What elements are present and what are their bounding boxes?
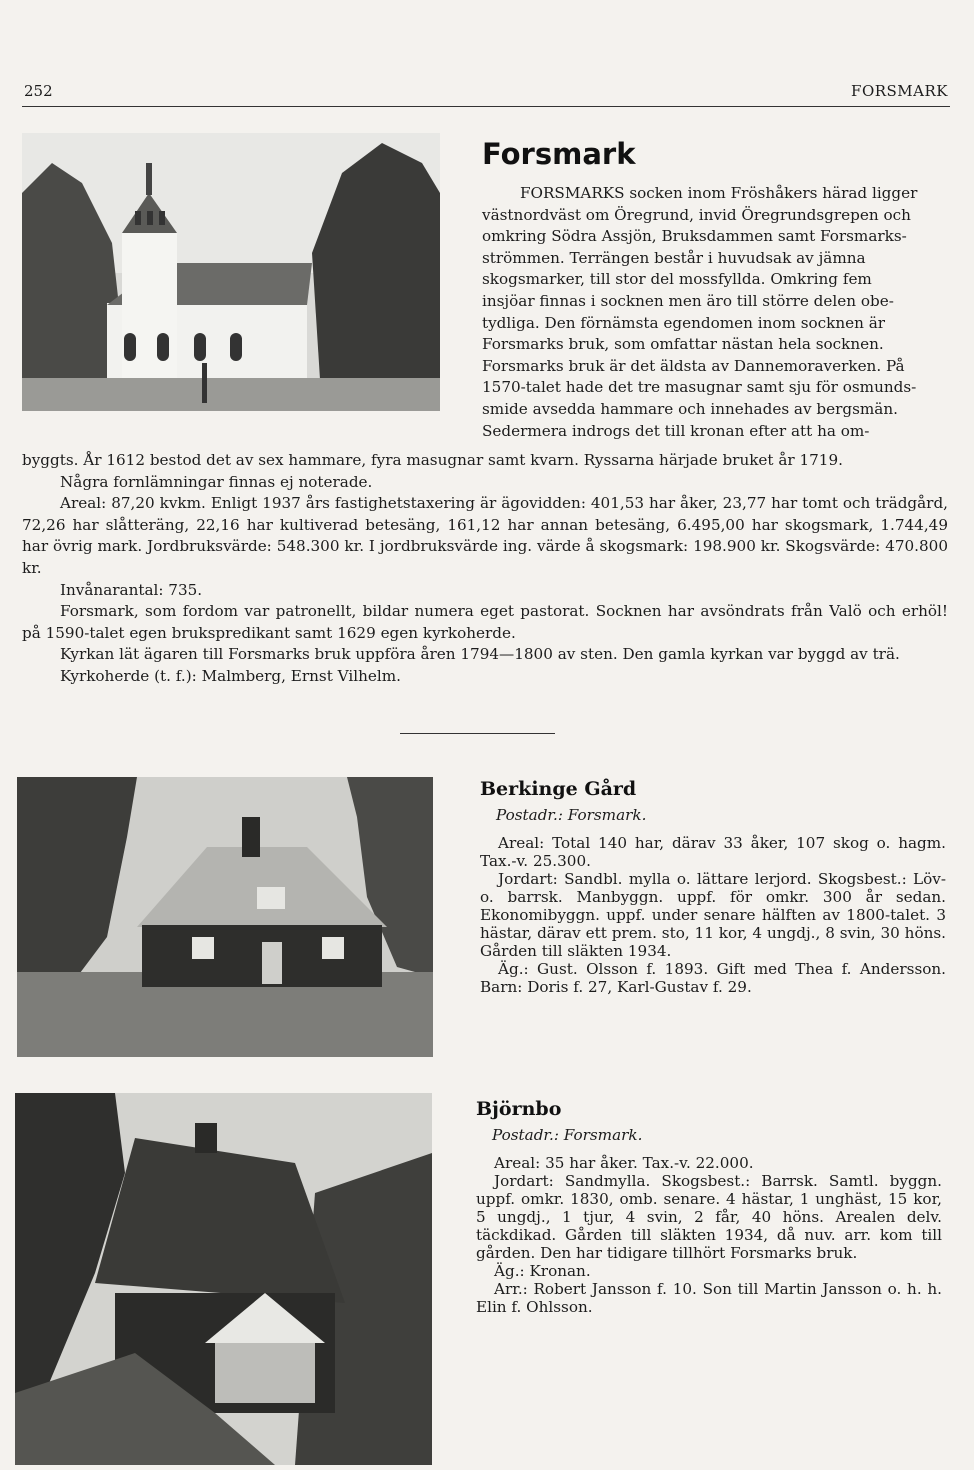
forsmark-intro — [482, 183, 948, 442]
berkinge-jordart: Jordart: Sandbl. mylla o. lättare lerjord. Skogsbest.: Löv- o. barrsk. Manbyggn. uppf. för omkr. 300 år sedan. Ekonomibyggn. uppf. under senare hälften av 1800-talet. 3 hästar, därav ett prem. sto, 11 kor, 4 ungdj., 8 svin, 30 höns. Gården till släkten 1934. — [480, 870, 946, 960]
berkinge-agare: Äg.: Gust. Olsson f. 1893. Gift med Thea f. Andersson. Barn: Doris f. 27, Karl-Gustav f. 29. — [480, 960, 946, 996]
bjornbo-areal: Areal: 35 har åker. Tax.-v. 22.000. — [494, 1154, 754, 1172]
bjornbo-arrendator: Arr.: Robert Jansson f. 10. Son till Martin Jansson o. h. h. Elin f. Ohlsson. — [476, 1280, 942, 1316]
berkinge-title: Berkinge Gård — [480, 778, 637, 800]
header-rule — [22, 106, 950, 107]
intro-line: omkring Södra Assjön, Bruksdammen samt Forsmarks- — [482, 227, 907, 246]
bjornbo-entry — [476, 1100, 942, 1316]
intro-line: FORSMARKS socken inom Fröshåkers härad ligger — [520, 184, 918, 202]
fornlamningar-paragraph: Några fornlämningar finnas ej noterade. — [60, 472, 373, 491]
continuation-paragraph: byggts. År 1612 bestod det av sex hammare, fyra masugnar samt kvarn. Ryssarna härjade bruket år 1719. — [22, 451, 843, 469]
intro-line: Forsmarks bruk är det äldsta av Dannemoraverken. På — [482, 356, 905, 375]
bjornbo-agare: Äg.: Kronan. — [494, 1262, 591, 1280]
running-title: FORSMARK — [851, 82, 948, 100]
bjornbo-jordart: Jordart: Sandmylla. Skogsbest.: Barrsk. Samtl. byggn. uppf. omkr. 1830, omb. senare. 4 hästar, 1 unghäst, 15 kor, 5 ungdj., 1 tjur, 4 svin, 2 får, 40 höns. Arealen delv. täckdikad. Gården till släkten 1934, då nuv. arr. kom till gården. Den har tidigare tillhört Forsmarks bruk. — [476, 1172, 942, 1262]
page-number: 252 — [24, 82, 53, 100]
kyrkan-paragraph: Kyrkan lät ägaren till Forsmarks bruk uppföra åren 1794—1800 av sten. Den gamla kyrkan var byggd av trä. — [60, 645, 900, 664]
intro-line: skogsmarker, till stor del mossfyllda. Omkring fem — [482, 270, 872, 289]
forsmark-body — [22, 450, 948, 688]
intro-line: 1570-talet hade det tre masugnar samt sju för osmunds- — [482, 378, 917, 397]
invanarantal-paragraph: Invånarantal: 735. — [60, 580, 203, 599]
kyrkoherde-paragraph: Kyrkoherde (t. f.): Malmberg, Ernst Vilhelm. — [60, 666, 401, 685]
berkinge-photo — [17, 777, 433, 1057]
intro-line: Forsmarks bruk, som omfattar nästan hela socknen. — [482, 335, 884, 354]
section-separator — [400, 733, 555, 734]
bjornbo-photo — [15, 1093, 432, 1465]
forsmark-title: Forsmark — [482, 137, 636, 171]
bjornbo-title: Björnbo — [476, 1098, 562, 1120]
intro-line: smide avsedda hammare och innehades av bergsmän. — [482, 399, 898, 418]
berkinge-areal: Areal: Total 140 har, därav 33 åker, 107 skog o. hagm. Tax.-v. 25.300. — [480, 834, 946, 870]
intro-line: Sedermera indrogs det till kronan efter att ha om- — [482, 421, 870, 440]
intro-line: västnordväst om Öregrund, invid Öregrundsgrepen och — [482, 205, 911, 224]
berkinge-entry — [480, 780, 946, 996]
church-photo — [22, 133, 440, 411]
bjornbo-postadr: Postadr.: Forsmark. — [492, 1126, 643, 1144]
pastorat-paragraph: Forsmark, som fordom var patronellt, bildar numera eget pastorat. Socknen har avsöndrats från Valö och erhöl! på 1590-talet egen brukspredikant samt 1629 egen kyrkoherde. — [22, 602, 948, 642]
intro-line: strömmen. Terrängen består i huvudsak av jämna — [482, 248, 866, 267]
berkinge-postadr: Postadr.: Forsmark. — [496, 806, 647, 824]
areal-paragraph: Areal: 87,20 kvkm. Enligt 1937 års fastighetstaxering är ägovidden: 401,53 har åker, 23,77 har tomt och trädgård, 72,26 har slåtteräng, 22,16 har kultiverad betesäng, 161,12 har annan betesäng, 6.495,00 har skogsmark, 1.744,49 har övrig mark. Jordbruksvärde: 548.300 kr. I jordbruksvärde ing. värde å skogsmark: 198.900 kr. Skogsvärde: 470.800 kr. — [22, 494, 948, 577]
intro-line: insjöar finnas i socknen men äro till större delen obe- — [482, 291, 894, 310]
intro-line: tydliga. Den förnämsta egendomen inom socknen är — [482, 313, 886, 332]
